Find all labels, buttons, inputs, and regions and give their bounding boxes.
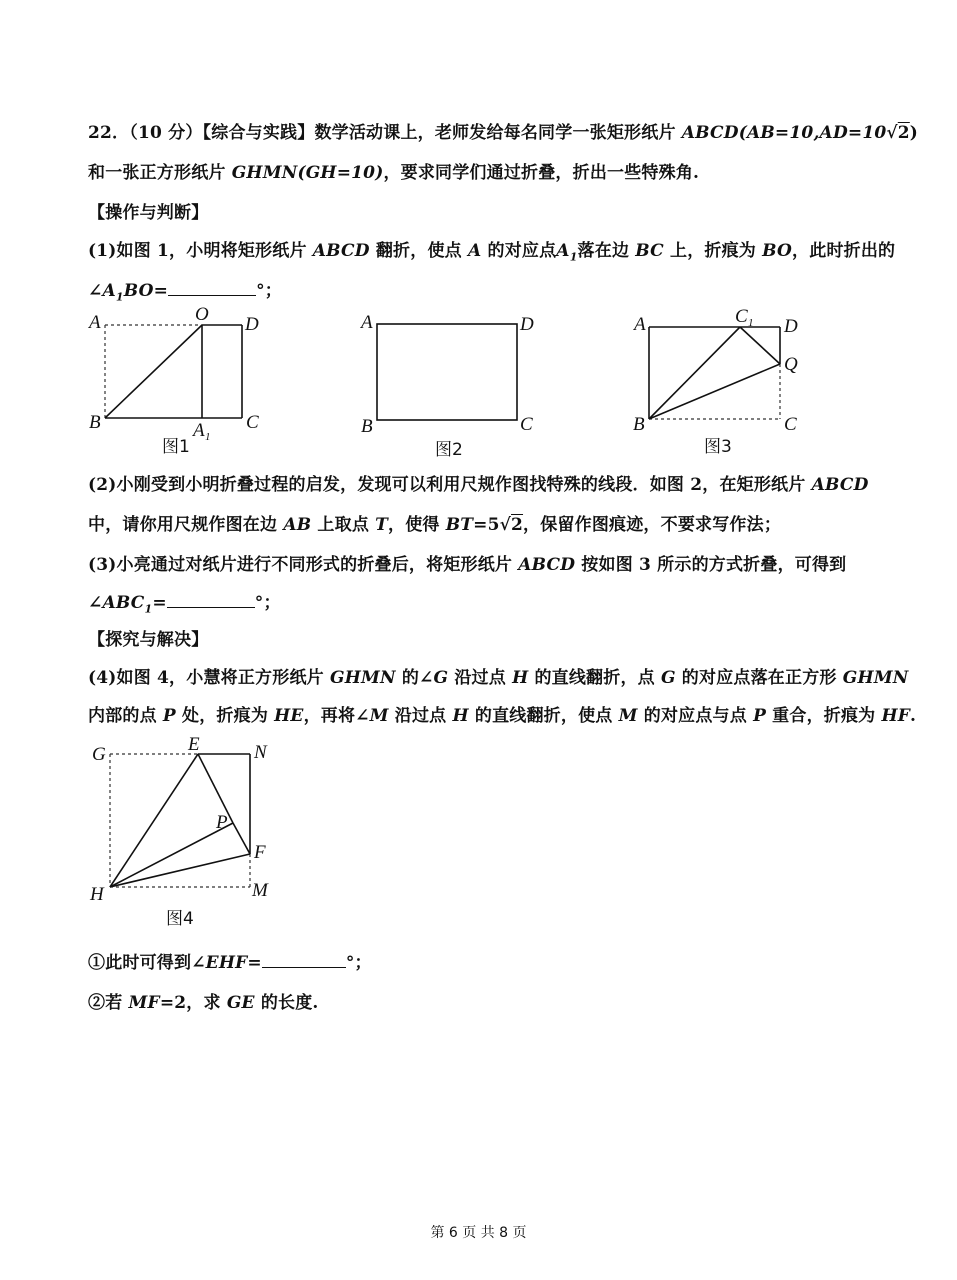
q4-text-e: 沿过点 [448,668,513,688]
q4-point-h2: H [452,706,469,726]
q4-text-g: 的直线翻折，点 [528,668,661,688]
angle-symbol: ∠ [88,593,103,613]
rect-dims-close: ) [909,123,919,143]
problem-intro-b: 和一张正方形纸片 [88,163,232,183]
q4-text-w: 重合，折痕为 [766,706,882,726]
fig4-crease-he [110,754,198,887]
q2-value: =5 [473,515,500,535]
q1-text-a: (1)如图 1，小明将矩形纸片 [88,241,313,261]
q4-line-2 [88,701,916,726]
fig1-label-c: C [246,412,259,433]
q1-angle-a: A [102,281,116,301]
page-footer: 第 6 页 共 8 页 [430,1225,527,1241]
q1-text-l: ，此时折出的 [792,241,896,261]
fig3-label-d: D [784,316,798,337]
figure-1 [80,300,280,460]
fig2-label-a: A [361,312,373,333]
q3-rect: ABCD [518,555,576,575]
problem-line-2 [88,158,699,183]
q2-radicand: 2 [511,515,524,535]
fig4-label-n: N [254,742,267,763]
sub2-mf: MF [128,993,160,1013]
fig1-label-a1: A [193,420,205,441]
problem-tag: 【综合与实践】 [202,123,315,143]
q4-angle-m: M [369,706,389,726]
q3-unit: °； [254,593,281,613]
q2-side-ab: AB [283,515,312,535]
fig1-label-o: O [195,304,209,325]
fig1-caption: 图1 [162,437,190,457]
figure-2 [355,300,555,465]
fig4-caption: 图4 [166,909,194,929]
figure-3 [630,300,820,465]
q3-text-c: 按如图 3 所示的方式折叠，可得到 [575,555,847,575]
fig2-label-d: D [520,314,534,335]
fig1-label-b: B [89,412,101,433]
sub1-unit: °； [345,953,372,973]
fig1-label-a: A [89,312,101,333]
fig2-label-c: C [520,414,533,435]
q4-text-q: 沿过点 [388,706,453,726]
q4-line-1 [88,663,908,688]
sub1-answer-blank[interactable] [262,953,346,968]
sub2-ge: GE [226,993,255,1013]
sub1-angle-ehf: EHF [205,953,248,973]
q1-line-1 [88,236,895,263]
problem-intro: 数学活动课上，老师发给每名同学一张矩形纸片 [314,123,682,143]
sub2-text-c: =2，求 [159,993,227,1013]
q2-text-c: 中，请你用尺规作图在边 [88,515,284,535]
q4-text-y: . [910,706,917,726]
fig1-label-a1-sub: 1 [205,431,211,443]
q2-text-e: 上取点 [311,515,376,535]
q2-point-t: T [375,515,388,535]
q1-point-a: A [467,241,482,261]
q4-square-b: GHMN [842,668,909,688]
fig2-caption: 图2 [435,440,463,460]
fig3-label-c1: C [735,306,748,327]
q4-text-c: 的∠ [395,668,434,688]
sub2-text-a: ②若 [88,993,129,1013]
q2-rect: ABCD [811,475,869,495]
q3-line-1 [88,550,846,575]
rect-name: ABCD [681,123,739,143]
q4-text-m: 处，折痕为 [175,706,275,726]
q2-line-2 [88,510,781,535]
q4-angle-g: G [433,668,449,688]
fig3-caption: 图3 [704,437,732,457]
sub1-line [88,948,372,973]
sqrt-symbol: √ [499,515,511,535]
q4-point-p2: P [753,706,767,726]
sub2-text-e: 的长度. [254,993,319,1013]
q2-text-k: ，保留作图痕迹，不要求写作法； [523,515,782,535]
fig4-label-e: E [188,734,200,755]
q3-text-a: (3)小亮通过对纸片进行不同形式的折叠后，将矩形纸片 [88,555,519,575]
section-operate-judge: 【操作与判断】 [88,203,209,223]
q4-text-s: 的直线翻折，使点 [468,706,619,726]
fig4-label-m: M [252,880,268,901]
q1-rect: ABCD [312,241,370,261]
q4-text-a: (4)如图 4，小慧将正方形纸片 [88,668,330,688]
q4-square: GHMN [329,668,396,688]
q4-point-g: G [660,668,676,688]
sqrt-radicand: 2 [897,123,910,143]
q1-text-e: 的对应点 [481,241,557,261]
angle-symbol: ∠ [88,281,103,301]
q4-point-m: M [618,706,638,726]
fig3-label-b: B [633,414,645,435]
q3-line-2 [88,588,281,615]
sub2-line [88,988,319,1013]
q1-text-h: 落在边 [577,241,636,261]
problem-number: 22． [88,123,130,143]
q1-unit: °； [256,281,282,301]
problem-intro-c: ，要求同学们通过折叠，折出一些特殊角. [383,163,700,183]
sqrt-symbol: √ [886,123,898,143]
fig4-label-f: F [254,842,266,863]
q3-equals: = [152,593,167,613]
section-explore-solve: 【探究与解决】 [88,630,209,650]
fig4-crease-hf [110,854,250,887]
q3-angle-abc: ABC [102,593,145,613]
sub1-equals: = [247,953,262,973]
rect-dims: (AB=10,AD=10 [738,123,887,143]
q4-text-i: 的对应点落在正方形 [675,668,843,688]
problem-line-1 [88,118,918,143]
q1-sub-1: 1 [569,250,578,264]
q1-angle-sub: 1 [115,290,124,304]
fig4-label-p: P [216,812,228,833]
square-name: GHMN [231,163,298,183]
q2-segment-bt: BT [445,515,474,535]
fig2-rectangle [377,324,517,420]
q2-text-a: (2)小刚受到小明折叠过程的启发，发现可以利用尺规作图找特殊的线段．如图 2，在矩形纸片 [88,475,812,495]
fig4-label-g: G [92,744,106,765]
q4-crease-hf: HF [881,706,911,726]
q1-point-a1: A [556,241,570,261]
fig3-label-q: Q [784,354,798,375]
fig1-label-d: D [245,314,259,335]
fig3-segment-bc1 [649,327,740,419]
q3-angle-sub: 1 [144,602,153,616]
q3-answer-blank[interactable] [167,593,255,608]
q4-text-k: 内部的点 [88,706,163,726]
sub1-text-a: ①此时可得到∠ [88,953,206,973]
q1-crease-bo: BO [762,241,793,261]
q1-text-j: 上，折痕为 [663,241,763,261]
q2-line-1 [88,470,869,495]
q4-point-h: H [512,668,529,688]
q1-equals: = [153,281,169,301]
fig4-segment-pf [233,823,250,854]
fig2-label-b: B [361,416,373,437]
fig1-crease-bo [105,325,202,418]
fig3-segment-c1q [740,327,780,364]
square-dims: (GH=10) [297,163,384,183]
q1-angle-bo: BO [123,281,154,301]
fig3-label-c: C [784,414,797,435]
fig4-label-h: H [90,884,104,905]
fig3-label-a: A [634,314,646,335]
q1-side-bc: BC [635,241,664,261]
fig3-crease-bq [649,364,780,419]
q4-text-u: 的对应点与点 [637,706,754,726]
q4-text-o: ，再将∠ [303,706,370,726]
fig3-label-c1-sub: 1 [748,317,754,329]
problem-score: （10 分） [129,123,203,143]
q1-answer-blank[interactable] [168,281,256,296]
q4-crease-he: HE [274,706,304,726]
q4-point-p: P [162,706,176,726]
figure-4 [80,730,290,930]
fig4-segment-hp [110,823,233,887]
q2-text-g: ，使得 [388,515,446,535]
q1-text-c: 翻折，使点 [369,241,468,261]
